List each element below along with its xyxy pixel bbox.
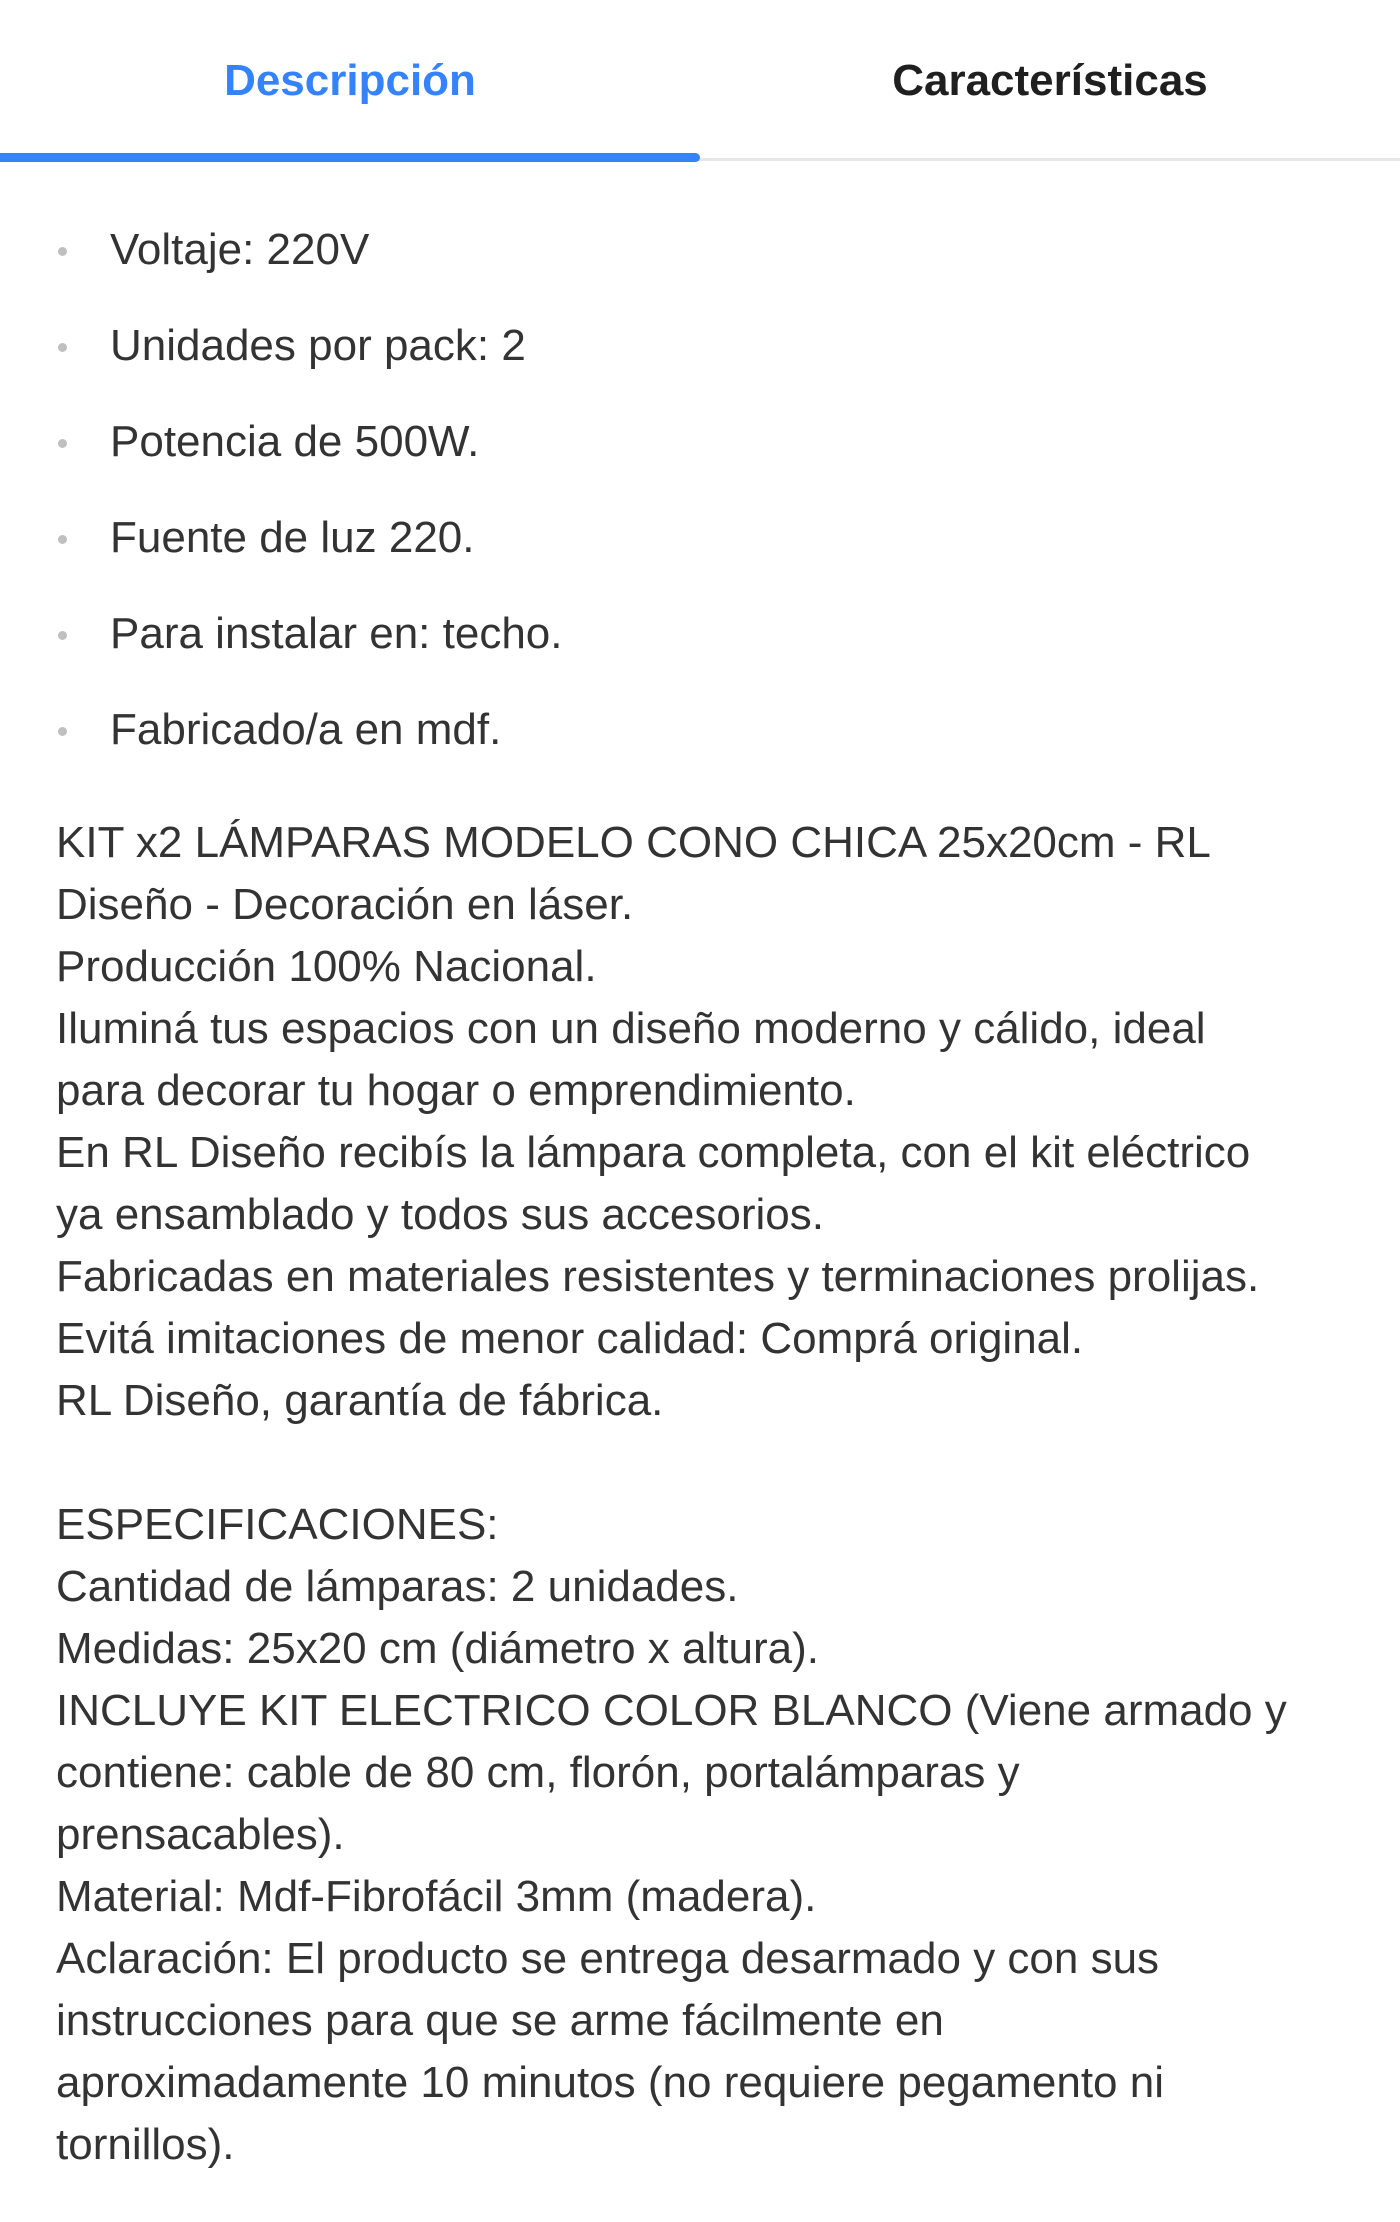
- feature-text: Para instalar en: techo.: [110, 609, 563, 658]
- feature-item: [0, 404, 1400, 500]
- description-line: instrucciones para que se arme fácilmente en: [56, 1996, 944, 2045]
- description-line: Aclaración: El producto se entrega desarmado y con sus: [56, 1934, 1160, 1983]
- bullet-icon: [58, 343, 67, 352]
- description-line: tornillos).: [56, 2120, 235, 2169]
- description-line: En RL Diseño recibís la lámpara completa, con el kit eléctrico: [56, 1128, 1251, 1177]
- feature-text: Fuente de luz 220.: [110, 513, 475, 562]
- description-line: para decorar tu hogar o emprendimiento.: [56, 1066, 856, 1115]
- product-description: [56, 812, 1376, 2176]
- description-line: ya ensamblado y todos sus accesorios.: [56, 1190, 824, 1239]
- description-line: Evitá imitaciones de menor calidad: Comprá original.: [56, 1314, 1084, 1363]
- description-line: RL Diseño, garantía de fábrica.: [56, 1376, 664, 1425]
- feature-item: [0, 692, 1400, 788]
- description-line: KIT x2 LÁMPARAS MODELO CONO CHICA 25x20cm - RL: [56, 818, 1211, 867]
- description-line: Material: Mdf-Fibrofácil 3mm (madera).: [56, 1872, 817, 1921]
- description-line: Producción 100% Nacional.: [56, 942, 597, 991]
- description-spacer: [56, 1432, 1376, 1494]
- feature-item: [0, 308, 1400, 404]
- bullet-icon: [58, 439, 67, 448]
- feature-item: [0, 500, 1400, 596]
- feature-item: [0, 212, 1400, 308]
- specifications-heading: ESPECIFICACIONES:: [56, 1500, 499, 1549]
- feature-item: [0, 596, 1400, 692]
- bullet-icon: [58, 535, 67, 544]
- bullet-icon: [58, 631, 67, 640]
- feature-text: Fabricado/a en mdf.: [110, 705, 502, 754]
- tab-description-label: Descripción: [224, 56, 476, 105]
- feature-list: [0, 212, 1400, 788]
- bullet-icon: [58, 247, 67, 256]
- feature-text: Potencia de 500W.: [110, 417, 480, 466]
- active-tab-indicator: [0, 153, 700, 162]
- feature-text: Unidades por pack: 2: [110, 321, 526, 370]
- tab-description[interactable]: [0, 0, 700, 162]
- description-line: Diseño - Decoración en láser.: [56, 880, 634, 929]
- tab-bar: [0, 0, 1400, 162]
- description-line: Cantidad de lámparas: 2 unidades.: [56, 1562, 739, 1611]
- description-line: contiene: cable de 80 cm, florón, portalámparas y: [56, 1748, 1020, 1797]
- description-line: Medidas: 25x20 cm (diámetro x altura).: [56, 1624, 819, 1673]
- tab-characteristics-label: Características: [892, 56, 1208, 105]
- description-line: aproximadamente 10 minutos (no requiere pegamento ni: [56, 2058, 1164, 2107]
- description-line: Iluminá tus espacios con un diseño moderno y cálido, ideal: [56, 1004, 1206, 1053]
- bullet-icon: [58, 727, 67, 736]
- feature-text: Voltaje: 220V: [110, 225, 370, 274]
- tab-characteristics[interactable]: [700, 0, 1400, 162]
- description-line: Fabricadas en materiales resistentes y terminaciones prolijas.: [56, 1252, 1260, 1301]
- description-line: prensacables).: [56, 1810, 345, 1859]
- description-line: INCLUYE KIT ELECTRICO COLOR BLANCO (Viene armado y: [56, 1686, 1287, 1735]
